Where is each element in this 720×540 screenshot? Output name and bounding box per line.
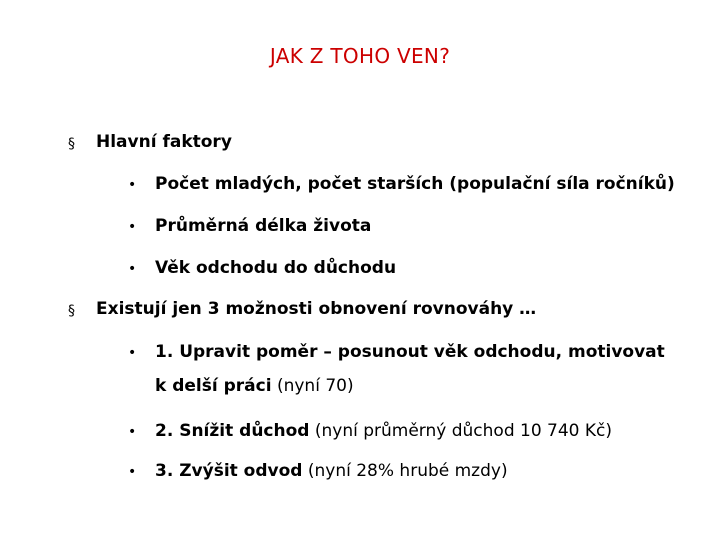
section-heading-options: Existují jen 3 možnosti obnovení rovnováhy … — [96, 299, 537, 319]
list-bullet-icon: • — [128, 177, 137, 193]
list-item-population: Počet mladých, počet starších (populační síla ročníků) — [155, 174, 675, 194]
option-1-line1: 1. Upravit poměr – posunout věk odchodu, motivovat — [155, 342, 665, 362]
option-3-note: (nyní 28% hrubé mzdy) — [302, 461, 508, 481]
list-bullet-icon: • — [128, 464, 137, 480]
slide-title: JAK Z TOHO VEN? — [269, 44, 451, 68]
list-item-life-expectancy: Průměrná délka života — [155, 216, 372, 236]
option-3 — [155, 461, 508, 481]
list-bullet-icon: • — [128, 261, 137, 277]
option-2-bold: 2. Snížit důchod — [155, 421, 310, 441]
option-3-bold: 3. Zvýšit odvod — [155, 461, 303, 481]
list-bullet-icon: • — [128, 219, 137, 235]
option-1-note: (nyní 70) — [271, 376, 354, 396]
section-heading-factors: Hlavní faktory — [96, 132, 232, 152]
list-bullet-icon: • — [128, 424, 137, 440]
section-bullet-icon: § — [68, 303, 75, 319]
option-2 — [155, 421, 612, 441]
list-bullet-icon: • — [128, 345, 137, 361]
option-1-line2 — [155, 376, 354, 396]
option-1-bold: k delší práci — [155, 376, 272, 396]
option-2-note: (nyní průměrný důchod 10 740 Kč) — [309, 421, 613, 441]
list-item-retirement-age: Věk odchodu do důchodu — [155, 258, 397, 278]
section-bullet-icon: § — [68, 136, 75, 152]
